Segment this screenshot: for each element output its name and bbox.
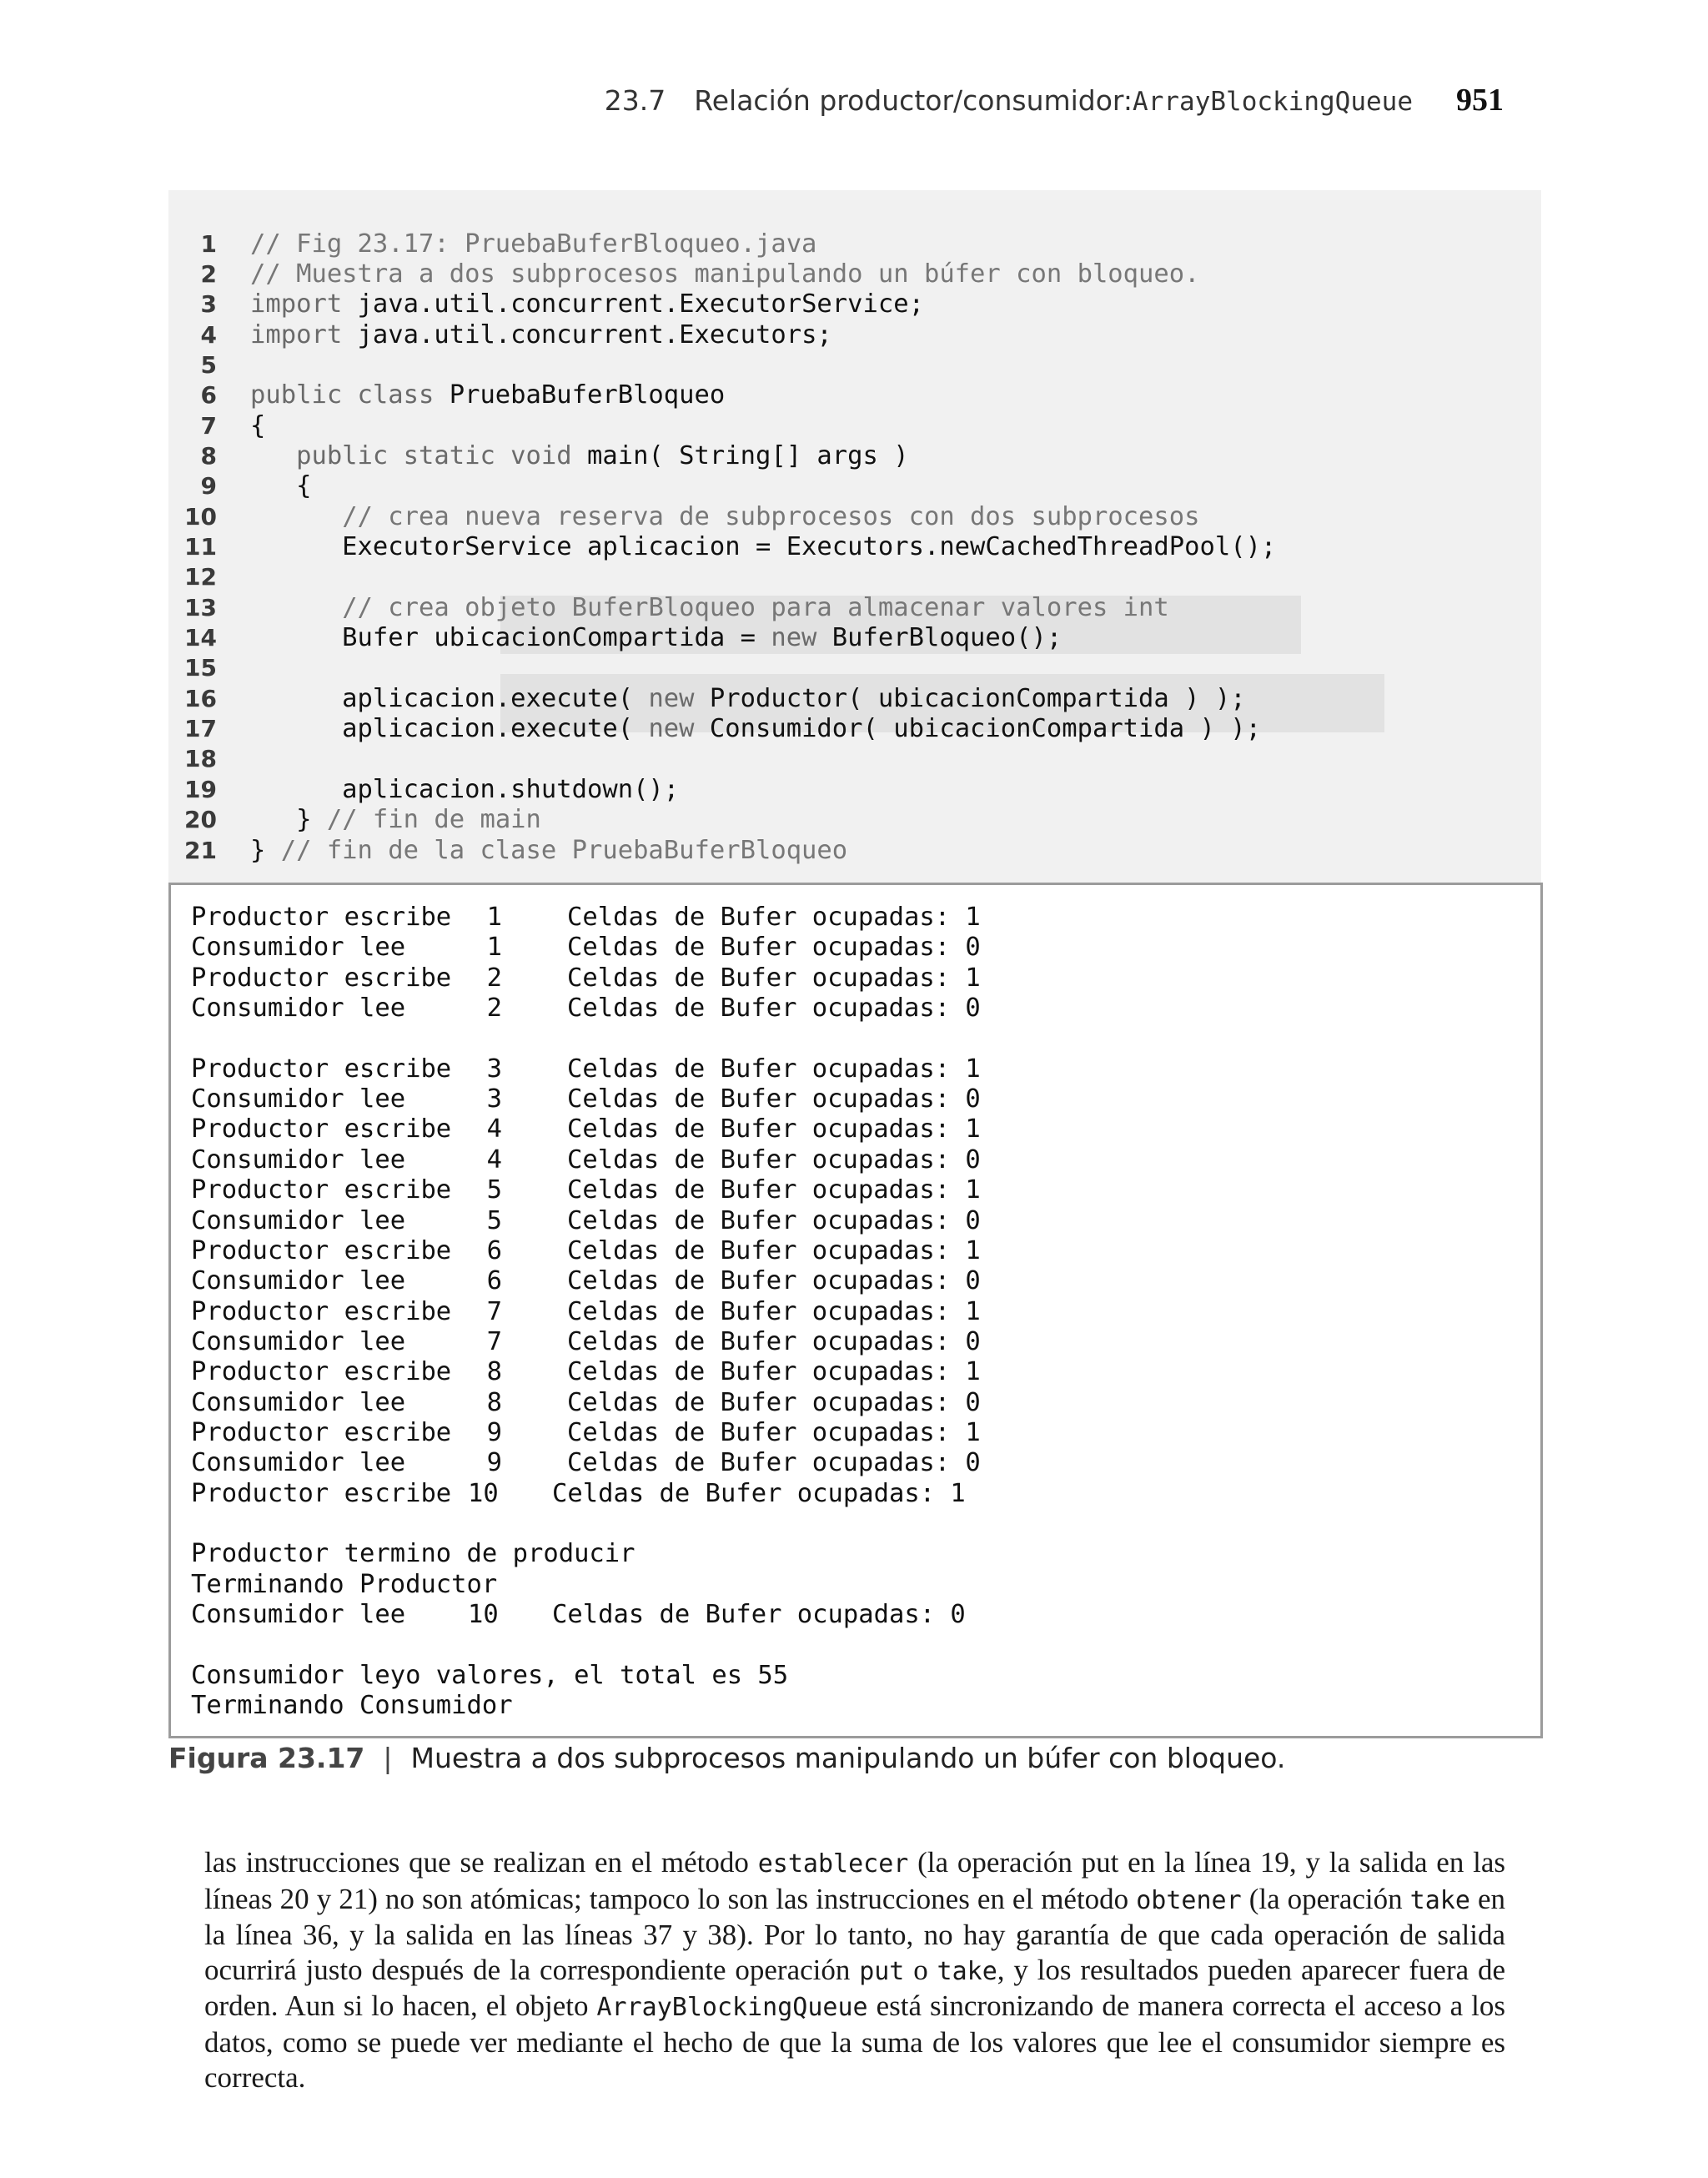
output-a: Productor termino de producir	[191, 1539, 635, 1569]
output-line	[191, 1539, 635, 1569]
code-token: new	[648, 683, 695, 713]
line-number: 19	[184, 775, 217, 803]
output-a: Productor escribe	[191, 1357, 452, 1387]
line-number: 7	[200, 411, 217, 440]
output-a: Productor escribe	[191, 1235, 452, 1265]
code-token: // crea nueva reserva de subprocesos con dos subprocesos	[342, 501, 1200, 531]
output-c: Celdas de Bufer ocupadas: 0	[567, 1084, 981, 1114]
code-token: {	[250, 410, 266, 440]
code-line	[168, 805, 541, 835]
code-token: BuferBloqueo();	[816, 623, 1062, 653]
output-b: 5	[486, 1175, 502, 1205]
code-token: // crea objeto BuferBloqueo para almacenar valores int	[342, 592, 1169, 622]
code-text	[250, 532, 1276, 561]
line-number: 8	[200, 441, 217, 470]
code-line	[168, 501, 1200, 531]
output-c: Celdas de Bufer ocupadas: 1	[567, 1114, 981, 1144]
output-a: Consumidor lee	[191, 1205, 406, 1235]
code-text	[250, 502, 1200, 531]
output-c: Celdas de Bufer ocupadas: 0	[567, 1387, 981, 1417]
line-number: 9	[200, 472, 217, 500]
output-a: Consumidor lee	[191, 1326, 406, 1356]
code-line	[168, 440, 909, 470]
output-c: Celdas de Bufer ocupadas: 1	[567, 1417, 981, 1447]
code-token: ExecutorService aplicacion = Executors.newCachedThreadPool();	[250, 532, 1277, 561]
output-a: Consumidor lee	[191, 993, 406, 1024]
code-line	[168, 653, 217, 683]
output-line	[191, 1479, 966, 1509]
output-a: Productor escribe	[191, 1296, 452, 1326]
output-line	[191, 1388, 981, 1418]
output-b: 9	[486, 1448, 502, 1478]
output-line	[191, 963, 981, 993]
output-a: Productor escribe	[191, 1054, 452, 1084]
output-b: 3	[486, 1054, 502, 1084]
code-line	[168, 744, 217, 774]
code-line	[168, 835, 848, 865]
output-c: Celdas de Bufer ocupadas: 1	[567, 903, 981, 932]
code-line	[168, 623, 1062, 653]
output-c: Celdas de Bufer ocupadas: 1	[567, 1054, 981, 1084]
output-line	[191, 933, 981, 963]
output-b: 4	[486, 1144, 502, 1175]
code-token: import	[250, 289, 343, 319]
output-a: Terminando Productor	[191, 1569, 498, 1599]
code-line	[168, 380, 726, 410]
code-text	[250, 380, 725, 410]
output-a: Consumidor lee	[191, 1266, 406, 1296]
line-number: 10	[184, 502, 217, 531]
figure-caption	[168, 1742, 1285, 1774]
section-title: Relación productor/consumidor:	[694, 84, 1133, 117]
output-line	[191, 1418, 981, 1448]
line-number: 3	[200, 290, 217, 319]
output-a: Productor escribe	[191, 903, 452, 932]
line-number: 6	[200, 381, 217, 410]
output-b: 6	[486, 1266, 502, 1296]
code-line	[168, 259, 1200, 289]
line-number: 5	[200, 350, 217, 379]
output-line	[191, 1691, 513, 1721]
inline-code: take	[937, 1956, 997, 1986]
line-number: 14	[184, 624, 217, 652]
code-line	[168, 774, 680, 804]
code-token: // Fig 23.17: PruebaBuferBloqueo.java	[250, 229, 817, 259]
figure-label: Figura 23.17	[168, 1742, 365, 1774]
code-token: new	[771, 623, 817, 653]
output-b: 6	[486, 1235, 502, 1265]
output-b: 2	[486, 993, 502, 1024]
code-line	[168, 562, 217, 592]
output-a: Productor escribe	[191, 1417, 452, 1447]
output-line	[191, 1661, 788, 1691]
output-a: Consumidor lee	[191, 1387, 406, 1417]
code-text	[250, 623, 1062, 652]
line-number: 18	[184, 745, 217, 773]
code-text	[250, 714, 1261, 743]
inline-code: obtener	[1136, 1885, 1242, 1915]
output-line	[191, 1266, 981, 1296]
output-line	[191, 1114, 981, 1144]
section-number: 23.7	[604, 84, 666, 117]
body-paragraph	[204, 1845, 1505, 2095]
page-number: 951	[1456, 83, 1504, 118]
code-token: // Muestra a dos subprocesos manipulando un búfer con bloqueo.	[250, 259, 1200, 289]
page-header	[605, 82, 1504, 118]
output-line	[191, 1297, 981, 1327]
line-number: 1	[200, 229, 217, 258]
code-token	[250, 593, 342, 622]
code-token: import	[250, 319, 343, 350]
code-token	[250, 441, 296, 470]
output-c: Celdas de Bufer ocupadas: 0	[567, 1326, 981, 1356]
line-number: 17	[184, 715, 217, 743]
code-token: public class	[250, 380, 435, 410]
code-text	[250, 441, 909, 470]
code-line	[168, 319, 832, 350]
output-a: Consumidor lee	[191, 1600, 406, 1630]
output-b: 10	[468, 1600, 499, 1630]
output-line	[191, 1236, 981, 1266]
program-output	[168, 883, 1543, 1738]
output-b: 7	[486, 1326, 502, 1356]
body-text-run: (la operación	[1241, 1882, 1410, 1915]
code-line	[168, 229, 817, 259]
output-line	[191, 1175, 981, 1205]
output-line	[191, 1448, 981, 1478]
output-b: 5	[486, 1205, 502, 1235]
output-a: Productor escribe	[191, 1478, 452, 1508]
code-token: {	[250, 471, 312, 501]
output-a: Productor escribe	[191, 963, 452, 993]
output-b: 10	[468, 1478, 499, 1508]
code-token: // fin de la clase PruebaBuferBloqueo	[280, 835, 848, 865]
line-number: 2	[200, 259, 217, 288]
output-c: Celdas de Bufer ocupadas: 1	[567, 1357, 981, 1387]
code-text	[250, 411, 265, 440]
output-a: Productor escribe	[191, 1114, 452, 1144]
code-token: aplicacion.shutdown();	[250, 774, 680, 804]
caption-separator: |	[383, 1742, 393, 1774]
code-token: main( String[] args )	[571, 440, 909, 470]
output-c: Celdas de Bufer ocupadas: 1	[552, 1478, 966, 1508]
body-text-run: , y los resultados pueden aparecer fuera de orden. Aun si lo hacen, el objeto	[204, 1953, 1506, 2023]
code-text	[250, 259, 1199, 289]
body-text-run: las instrucciones que se realizan en el método	[204, 1846, 758, 1879]
line-number: 16	[184, 684, 217, 712]
output-c: Celdas de Bufer ocupadas: 0	[567, 933, 981, 963]
line-number: 20	[184, 806, 217, 834]
code-text	[250, 593, 1169, 622]
output-c: Celdas de Bufer ocupadas: 0	[567, 1205, 981, 1235]
code-line	[168, 592, 1169, 622]
output-b: 7	[486, 1296, 502, 1326]
code-text	[250, 684, 1246, 713]
output-c: Celdas de Bufer ocupadas: 1	[567, 1235, 981, 1265]
caption-text: Muestra a dos subprocesos manipulando un búfer con bloqueo.	[410, 1742, 1286, 1774]
output-c: Celdas de Bufer ocupadas: 0	[552, 1600, 966, 1630]
body-text-run: está sincronizando de manera correcta el acceso a los datos, como se puede ver mediante el hecho de que la suma de los valores que lee el consumidor siempre es correcta.	[204, 1989, 1505, 2094]
code-text	[250, 805, 541, 834]
line-number: 12	[184, 563, 217, 591]
code-line	[168, 350, 217, 380]
output-b: 1	[486, 933, 502, 963]
code-token: Bufer ubicacionCompartida =	[250, 623, 771, 653]
code-listing	[168, 190, 1541, 883]
code-token: }	[250, 835, 281, 865]
output-c: Celdas de Bufer ocupadas: 0	[567, 1144, 981, 1175]
code-text	[250, 836, 847, 865]
output-b: 8	[486, 1387, 502, 1417]
code-text	[250, 471, 311, 500]
output-line	[191, 1570, 497, 1600]
line-number: 13	[184, 593, 217, 621]
output-a: Productor escribe	[191, 1175, 452, 1205]
output-a: Consumidor leyo valores, el total es 55	[191, 1660, 789, 1690]
code-token: java.util.concurrent.Executors;	[342, 319, 832, 350]
code-line	[168, 683, 1246, 713]
inline-code: ArrayBlockingQueue	[596, 1993, 868, 2023]
output-a: Terminando Consumidor	[191, 1691, 513, 1721]
output-line	[191, 1600, 966, 1630]
inline-code: put	[859, 1956, 905, 1986]
output-line	[191, 1357, 981, 1387]
code-token: PruebaBuferBloqueo	[434, 380, 726, 410]
output-line	[191, 1084, 981, 1114]
code-text	[250, 229, 816, 259]
output-line	[191, 1145, 981, 1175]
output-c: Celdas de Bufer ocupadas: 1	[567, 963, 981, 993]
output-b: 4	[486, 1114, 502, 1144]
output-c: Celdas de Bufer ocupadas: 1	[567, 1296, 981, 1326]
code-token: new	[648, 714, 695, 744]
code-line	[168, 410, 266, 440]
output-line	[191, 1206, 981, 1236]
output-a: Consumidor lee	[191, 1144, 406, 1175]
line-number: 4	[200, 320, 217, 349]
output-b: 3	[486, 1084, 502, 1114]
output-b: 2	[486, 963, 502, 993]
line-number: 21	[184, 836, 217, 864]
code-token: }	[250, 805, 327, 835]
output-line	[191, 993, 981, 1024]
output-line	[191, 1054, 981, 1084]
code-token: Productor( ubicacionCompartida ) );	[694, 683, 1246, 713]
inline-code: take	[1409, 1885, 1470, 1915]
output-line	[191, 1327, 981, 1357]
body-text-run: en la línea 36, y la salida en las líneas 37 y 38). Por lo tanto, no hay garantía de que cada operación de salida ocurrirá justo después de la correspondiente operación	[204, 1882, 1505, 1986]
code-line	[168, 289, 924, 319]
output-c: Celdas de Bufer ocupadas: 0	[567, 993, 981, 1024]
body-text-run: (la operación put en la línea 19, y la salida en las líneas 20 y 21) no son atómicas; tampoco lo son las instrucciones en el método	[204, 1846, 1506, 1915]
code-token: Consumidor( ubicacionCompartida ) );	[694, 714, 1261, 744]
code-line	[168, 471, 312, 501]
code-line	[168, 532, 1277, 562]
output-b: 1	[486, 903, 502, 932]
inline-code: establecer	[757, 1849, 909, 1879]
output-line	[191, 903, 981, 933]
output-b: 8	[486, 1357, 502, 1387]
body-text-run: o	[904, 1953, 937, 1986]
code-token: java.util.concurrent.ExecutorService;	[342, 289, 924, 319]
code-token: public static void	[296, 440, 572, 470]
code-line	[168, 714, 1261, 744]
code-text	[250, 320, 832, 350]
output-b: 9	[486, 1417, 502, 1447]
code-token: aplicacion.execute(	[250, 683, 649, 713]
output-c: Celdas de Bufer ocupadas: 0	[567, 1266, 981, 1296]
code-text	[250, 775, 679, 804]
code-token	[250, 502, 342, 531]
output-a: Consumidor lee	[191, 1448, 406, 1478]
section-title-code: ArrayBlockingQueue	[1133, 87, 1413, 117]
code-token: aplicacion.execute(	[250, 714, 649, 744]
code-token: // fin de main	[326, 805, 541, 835]
output-a: Consumidor lee	[191, 1084, 406, 1114]
code-text	[250, 289, 924, 319]
output-c: Celdas de Bufer ocupadas: 0	[567, 1448, 981, 1478]
line-number: 11	[184, 533, 217, 561]
output-c: Celdas de Bufer ocupadas: 1	[567, 1175, 981, 1205]
line-number: 15	[184, 654, 217, 682]
output-a: Consumidor lee	[191, 933, 406, 963]
